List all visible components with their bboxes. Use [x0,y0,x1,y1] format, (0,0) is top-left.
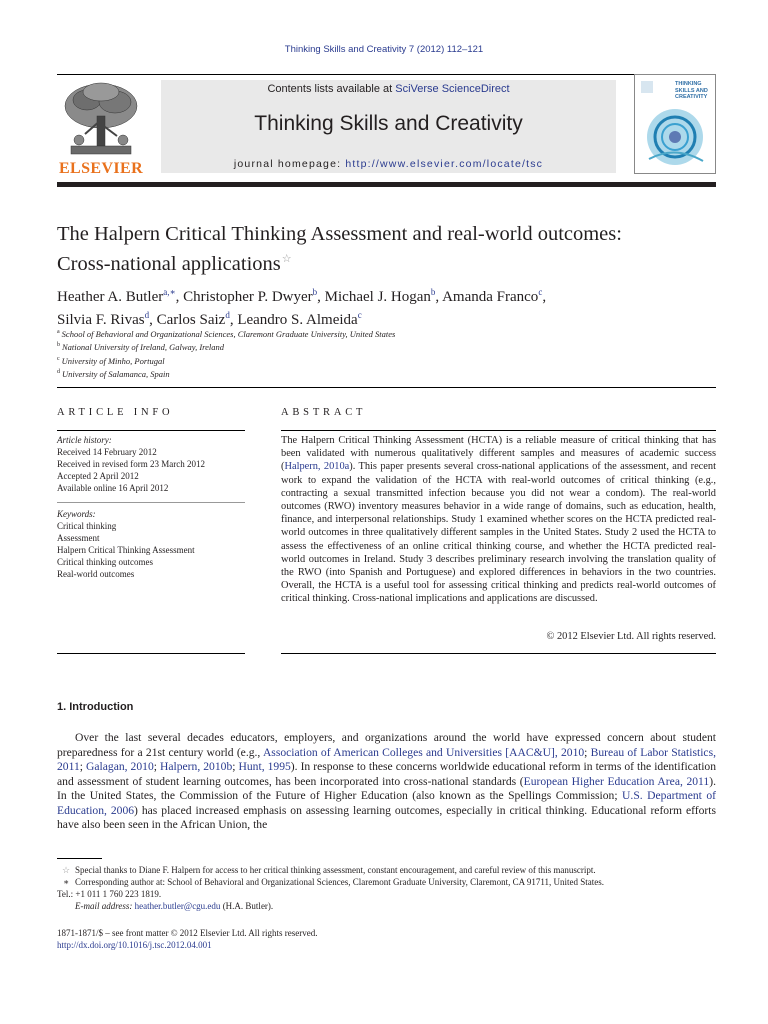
affiliation-mark: b [57,342,60,349]
issn-block [57,927,318,951]
cover-artwork [635,75,716,174]
introduction-paragraph [57,731,716,833]
paper-title-line1: The Halpern Critical Thinking Assessment and real-world outcomes: [57,223,622,245]
body-text: ). In response to these concerns worldwide educational reform in terms of the identification and assessment of student learning outcomes, has been incorporated into cross-national standards ( [57,760,717,788]
author-affil-mark[interactable]: c [538,287,543,297]
footnote-email [57,900,716,912]
affiliation-mark: d [57,369,60,376]
author-name: Silvia F. Rivas [57,312,145,328]
author-affil-mark[interactable]: a,∗ [163,287,176,297]
article-info-rule [57,430,245,431]
author-affil-mark[interactable]: d [144,310,150,320]
abstract-text-part: The Halpern Critical Thinking Assessment (HCTA) is a reliable measure of critical thinking that has been validated with numerous qualitatively different samples and measures of academic success ( [281,435,716,473]
paper-title [57,222,716,276]
author-name: Michael J. Hogan [324,289,431,305]
affiliation-text: School of Behavioral and Organizational Sciences, Claremont Graduate University, United States [61,328,396,339]
author-name: Leandro S. Almeida [237,312,358,328]
body-text: ). In the United States, the Commission of the Future of Higher Education (also known as the Spellings Commission; [57,774,716,802]
introduction-heading: 1. Introduction [57,701,134,713]
abstract-bottom-rule [281,653,716,654]
affiliation-item [57,354,716,367]
email-label: E-mail address: [75,901,133,911]
author-separator: , [149,312,157,328]
author-affil-mark[interactable]: b [312,287,318,297]
article-info-heading: ARTICLE INFO [57,407,174,418]
author-name: Heather A. Butler [57,289,164,305]
author-separator: , [229,312,238,328]
citation-link[interactable]: Galagan, 2010 [86,760,154,773]
paper-title-line2: Cross-national applications [57,252,281,275]
affiliation-item [57,367,716,380]
footnote-acknowledgement [57,864,716,876]
history-item: Accepted 2 April 2012 [57,471,139,481]
body-text: Over the last several decades educators, employers, and organizations around the world have expressed concern about student preparedness for a 21st century world (e.g., [57,731,716,759]
abstract-citation-link[interactable]: Halpern, 2010a [284,461,350,473]
citation-link[interactable]: Hunt, 1995 [238,760,291,773]
keyword-list [57,508,245,580]
author-name: Amanda Franco [442,289,539,305]
footnote-text: Corresponding author at: School of Behavioral and Organizational Sciences, Claremont Graduate University, Claremont, CA 91711, United States. [75,877,605,887]
homepage-line [161,158,616,170]
abstract-text [281,434,716,606]
author-affil-mark[interactable]: c [357,310,362,320]
article-history [57,434,245,494]
email-link[interactable]: heather.butler@cgu.edu [134,901,221,911]
email-suffix: (H.A. Butler). [220,901,274,911]
citation-link[interactable]: Bureau of Labor Statistics, 2011 [57,745,716,773]
keyword-item: Critical thinking outcomes [57,557,153,567]
cover-title: THINKING SKILLS AND CREATIVITY [675,81,708,100]
homepage-link[interactable]: http://www.elsevier.com/locate/tsc [345,158,544,170]
author-name: Christopher P. Dwyer [183,289,313,305]
abstract-heading: ABSTRACT [281,407,367,418]
header-rule [57,74,716,75]
footnote-text: Special thanks to Diane F. Halpern for access to her critical thinking assessment, constant encouragement, and careful review of this manuscript. [75,865,596,875]
history-item: Received in revised form 23 March 2012 [57,459,205,469]
author-list [57,283,716,329]
sciencedirect-link[interactable]: SciVerse ScienceDirect [395,83,510,95]
contents-line [161,83,616,95]
affiliation-item [57,327,716,340]
footnote-star-mark: ☆ [61,865,71,875]
footnote-corresponding [57,876,716,888]
masthead-thick-rule [57,182,716,187]
body-text: ; [232,760,239,773]
journal-citation[interactable]: Thinking Skills and Creativity 7 (2012) 112–121 [284,44,484,55]
section-rule [57,387,716,388]
contents-prefix: Contents lists available at [267,83,396,95]
abstract-rule [281,430,716,431]
keyword-item: Halpern Critical Thinking Assessment [57,545,195,555]
author-affil-mark[interactable]: d [225,310,230,320]
front-matter-line: 1871-1871/$ – see front matter © 2012 Elsevier Ltd. All rights reserved. [57,928,318,938]
article-info-bottom-rule [57,653,245,654]
copyright-notice: © 2012 Elsevier Ltd. All rights reserved. [546,631,716,642]
title-footnote-star[interactable]: ☆ [281,252,292,265]
journal-title: Thinking Skills and Creativity [254,112,523,135]
affiliation-list [57,327,716,381]
elsevier-wordmark: ELSEVIER [58,160,144,177]
keywords-label: Keywords: [57,509,96,519]
footnote-asterisk-mark: ∗ [62,877,70,887]
homepage-prefix: journal homepage: [233,158,346,170]
history-item: Available online 16 April 2012 [57,483,169,493]
body-text: ; [584,745,591,759]
affiliation-item [57,340,716,353]
keyword-item: Real-world outcomes [57,569,135,579]
doi-link[interactable]: http://dx.doi.org/10.1016/j.tsc.2012.04.001 [57,940,212,950]
footnotes [57,864,716,912]
author-affil-mark[interactable]: b [430,287,436,297]
body-text: ) has placed increased emphasis on assessing learning outcomes, especially in critical thinking. Educational reform efforts have also been seen in the African Union, the [57,803,716,831]
history-label: Article history: [57,435,112,445]
keyword-item: Assessment [57,533,100,543]
affiliation-mark: a [57,329,60,335]
footnote-tel: Tel.: +1 011 1 760 223 1819. [57,889,162,899]
affiliation-text: National University of Ireland, Galway, Ireland [62,342,225,353]
citation-link[interactable]: Halpern, 2010b [160,760,233,773]
journal-cover-thumbnail [634,74,716,174]
affiliation-text: University of Salamanca, Spain [62,369,170,380]
author-separator: , [317,289,325,305]
author-name: Carlos Saiz [156,312,226,328]
history-item: Received 14 February 2012 [57,447,157,457]
affiliation-text: University of Minho, Portugal [61,355,165,366]
footnote-rule [57,858,102,859]
keyword-item: Critical thinking [57,521,117,531]
affiliation-mark: c [57,355,60,362]
journal-masthead [161,80,616,173]
author-separator: , [542,289,547,305]
abstract-text-part: ). This paper presents several cross-national applications of the assessment, and recent work to expand the validation of the HCTA with real-world outcomes of critical thinking (e.g., contracting a sexual transmitted infection because you did not wear a condom). The real-world outcomes (RWO) inventory measures behavior in a wide range of domains, such as education, health, finance, and interpersonal relationships. Study 1 examined whether scores on the HCTA predicted real-world outcomes in three qualitatively different samples in the United States. Study 2 used the HCTA to assess the effectiveness of an online critical thinking course, and whether the HCTA predicted real-world outcomes in Ireland. Study 3 describes preliminary research involving the translation quality of the RWO (into Spanish and Portuguese) and explored differences in behaviors in the two countries. Overall, the HCTA is a useful tool for assessing critical thinking and predicts real-world outcomes of critical thinking. Cross-national implications and applications are discussed. [281,461,716,605]
citation-link[interactable]: Association of American Colleges and Universities [AAC&U], 2010 [262,745,585,759]
author-separator: , [435,289,443,305]
citation-link[interactable]: U.S. Department of Education, 2006 [57,789,716,817]
body-text: ; [79,760,87,773]
article-info-divider [57,502,245,503]
body-text: ; [153,760,160,773]
citation-link[interactable]: European Higher Education Area, 2011 [523,774,710,788]
author-separator: , [175,289,184,305]
